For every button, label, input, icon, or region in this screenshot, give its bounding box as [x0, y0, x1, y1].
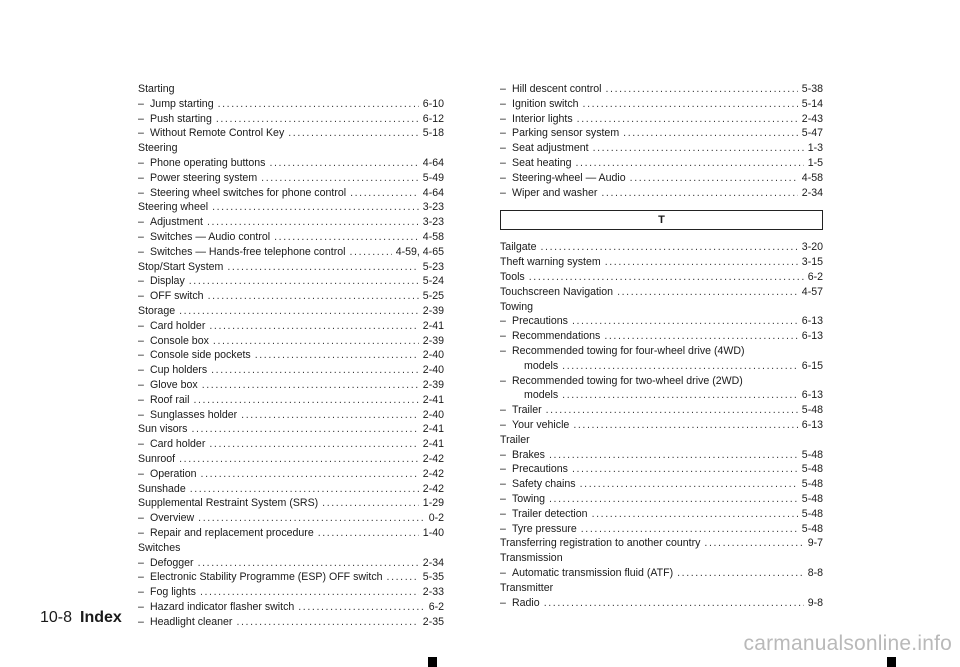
- dot-leader: [274, 230, 419, 245]
- entry-page-ref: 5-49: [422, 171, 444, 184]
- crop-mark-right: [887, 657, 896, 667]
- dot-leader: [227, 260, 418, 275]
- entry-label: – Overview: [150, 512, 195, 525]
- dot-leader: [255, 348, 419, 363]
- index-entry: [138, 97, 444, 112]
- dot-leader: [236, 615, 418, 630]
- page-footer: [40, 609, 122, 627]
- index-entry: [500, 255, 823, 270]
- entry-label: – Console side pockets: [150, 349, 251, 362]
- entry-page-ref: 5-48: [801, 448, 823, 461]
- entry-page-ref: 0-2: [428, 512, 444, 525]
- entry-page-ref: 2-34: [801, 186, 823, 199]
- dot-leader: [318, 526, 419, 541]
- entry-page-ref: 4-58: [422, 230, 444, 243]
- entry-label: Transmission: [500, 552, 563, 565]
- dot-leader: [193, 393, 418, 408]
- entry-page-ref: 1-5: [807, 156, 823, 169]
- dot-leader: [529, 270, 804, 285]
- entry-page-ref: 5-48: [801, 463, 823, 476]
- entry-label: – Repair and replacement procedure: [150, 526, 314, 539]
- index-entry: [138, 348, 444, 363]
- index-entry: [138, 215, 444, 230]
- dot-leader: [549, 492, 798, 507]
- index-entry: [500, 388, 823, 403]
- index-column-left: [138, 82, 444, 629]
- dot-leader: [601, 186, 797, 201]
- index-entry: [138, 334, 444, 349]
- entry-label: – Electronic Stability Programme (ESP) OFF switch: [150, 571, 383, 584]
- entry-page-ref: 2-41: [422, 423, 444, 436]
- entry-page-ref: 2-33: [422, 586, 444, 599]
- index-entry: [138, 156, 444, 171]
- entry-label: – Switches — Audio control: [150, 230, 271, 243]
- dot-leader: [541, 240, 798, 255]
- dot-leader: [573, 418, 797, 433]
- index-entry: [500, 126, 823, 141]
- entry-page-ref: 2-43: [801, 112, 823, 125]
- index-entry: [500, 566, 823, 581]
- entry-page-ref: 1-3: [807, 142, 823, 155]
- entry-label: Transmitter: [500, 581, 554, 594]
- entry-label: – Jump starting: [150, 97, 214, 110]
- index-entry: [500, 112, 823, 127]
- index-entry: [138, 437, 444, 452]
- entry-page-ref: 5-48: [801, 404, 823, 417]
- entry-label: – Push starting: [150, 112, 212, 125]
- entry-page-ref: 3-23: [422, 201, 444, 214]
- dot-leader: [198, 556, 419, 571]
- index-entry: [500, 141, 823, 156]
- entry-page-ref: 4-58: [801, 171, 823, 184]
- index-entry: [138, 319, 444, 334]
- crop-mark-left: [428, 657, 437, 667]
- index-entry: [138, 570, 444, 585]
- index-entry: [500, 270, 823, 285]
- index-entry: [138, 452, 444, 467]
- entry-label: – Recommendations: [512, 330, 601, 343]
- entry-label: – Steering wheel switches for phone control: [150, 186, 347, 199]
- dot-leader: [572, 462, 798, 477]
- entry-page-ref: 2-42: [422, 482, 444, 495]
- entry-label: – Headlight cleaner: [150, 615, 233, 628]
- index-entry: [138, 585, 444, 600]
- entry-label: – Cup holders: [150, 364, 208, 377]
- dot-leader: [261, 171, 419, 186]
- entry-label: – Power steering system: [150, 171, 258, 184]
- entry-label: – Phone operating buttons: [150, 156, 266, 169]
- index-subheading: [500, 374, 823, 389]
- dot-leader: [577, 112, 798, 127]
- entry-label: – Card holder: [150, 438, 206, 451]
- dot-leader: [350, 245, 392, 260]
- entry-label: – Steering-wheel — Audio: [512, 171, 626, 184]
- index-entry: [138, 615, 444, 630]
- entry-label: Switches: [138, 541, 181, 554]
- entry-label: – Interior lights: [512, 112, 573, 125]
- dot-leader: [201, 467, 419, 482]
- entry-page-ref: 2-39: [422, 334, 444, 347]
- entry-page-ref: 8-8: [807, 566, 823, 579]
- entry-page-ref: 2-39: [422, 304, 444, 317]
- index-heading: [138, 82, 444, 97]
- entry-label: Starting: [138, 83, 175, 95]
- dot-leader: [677, 566, 804, 581]
- entry-page-ref: 2-40: [422, 349, 444, 362]
- entry-label: Trailer: [500, 433, 530, 446]
- index-entry: [500, 536, 823, 551]
- index-entry: [138, 422, 444, 437]
- entry-label: – Roof rail: [150, 393, 190, 406]
- dot-leader: [269, 156, 418, 171]
- entry-page-ref: 5-14: [801, 97, 823, 110]
- entry-label: Theft warning system: [500, 256, 601, 269]
- dot-leader: [288, 126, 419, 141]
- footer-title: Index: [80, 609, 122, 626]
- entry-page-ref: 5-23: [422, 260, 444, 273]
- index-heading: [500, 300, 823, 315]
- entry-page-ref: 5-48: [801, 492, 823, 505]
- dot-leader: [209, 319, 418, 334]
- entry-label: Storage: [138, 304, 176, 317]
- dot-leader: [322, 496, 419, 511]
- entry-page-ref: 2-41: [422, 393, 444, 406]
- index-entry: [500, 522, 823, 537]
- index-entry: [500, 240, 823, 255]
- index-entry: [500, 97, 823, 112]
- dot-leader: [350, 186, 419, 201]
- entry-label: Touchscreen Navigation: [500, 285, 614, 298]
- entry-label: Recommended towing for four-wheel drive (4WD): [512, 344, 745, 357]
- page-number: 10-8: [40, 609, 73, 626]
- dot-leader: [211, 363, 419, 378]
- dot-leader: [572, 314, 798, 329]
- entry-label: – Your vehicle: [512, 418, 570, 431]
- dot-leader: [606, 82, 798, 97]
- entry-label: Supplemental Restraint System (SRS): [138, 497, 319, 510]
- entry-page-ref: 4-59, 4-65: [395, 245, 444, 258]
- index-entry: [500, 448, 823, 463]
- index-entry: [138, 556, 444, 571]
- index-entry: [138, 526, 444, 541]
- dot-leader: [218, 97, 419, 112]
- entry-page-ref: 5-48: [801, 522, 823, 535]
- dot-leader: [207, 215, 419, 230]
- dot-leader: [544, 596, 804, 611]
- index-entry: [138, 289, 444, 304]
- index-heading: [500, 433, 823, 448]
- entry-label: – Radio: [512, 596, 540, 609]
- entry-label: Steering wheel: [138, 201, 209, 214]
- index-heading: [500, 551, 823, 566]
- entry-page-ref: 6-13: [801, 315, 823, 328]
- entry-page-ref: 3-23: [422, 216, 444, 229]
- entry-label: – Hill descent control: [512, 83, 602, 95]
- entry-label: – OFF switch: [150, 290, 204, 303]
- index-entry: [500, 596, 823, 611]
- dot-leader: [209, 437, 418, 452]
- entry-page-ref: 4-57: [801, 285, 823, 298]
- entry-label: – Parking sensor system: [512, 127, 620, 140]
- dot-leader: [200, 585, 419, 600]
- dot-leader: [198, 511, 425, 526]
- entry-label: – Glove box: [150, 378, 198, 391]
- entry-label: – Hazard indicator flasher switch: [150, 600, 295, 613]
- entry-label: – Seat heating: [512, 156, 572, 169]
- entry-page-ref: 3-15: [801, 256, 823, 269]
- entry-label: Steering: [138, 142, 178, 155]
- index-heading: [138, 541, 444, 556]
- dot-leader: [580, 477, 798, 492]
- dot-leader: [704, 536, 803, 551]
- dot-leader: [593, 141, 804, 156]
- index-entry: [500, 285, 823, 300]
- index-column-right: [500, 82, 823, 610]
- dot-leader: [202, 378, 419, 393]
- dot-leader: [241, 408, 419, 423]
- dot-leader: [549, 448, 798, 463]
- entry-page-ref: 2-35: [422, 615, 444, 628]
- index-list-top: [500, 82, 823, 200]
- entry-page-ref: 1-29: [422, 497, 444, 510]
- entry-label: – Trailer detection: [512, 507, 588, 520]
- index-entry: [138, 363, 444, 378]
- index-list-bottom: [500, 240, 823, 610]
- index-entry: [138, 511, 444, 526]
- entry-page-ref: 2-40: [422, 408, 444, 421]
- entry-label: Stop/Start System: [138, 260, 224, 273]
- entry-page-ref: 9-7: [807, 537, 823, 550]
- index-entry: [500, 186, 823, 201]
- section-letter-t: T: [500, 210, 823, 230]
- entry-page-ref: 2-41: [422, 319, 444, 332]
- entry-label: – Precautions: [512, 315, 568, 328]
- entry-page-ref: 5-48: [801, 478, 823, 491]
- entry-page-ref: 6-2: [428, 600, 444, 613]
- dot-leader: [630, 171, 798, 186]
- entry-label: – Seat adjustment: [512, 142, 589, 155]
- entry-page-ref: 1-40: [422, 526, 444, 539]
- index-entry: [138, 378, 444, 393]
- dot-leader: [617, 285, 798, 300]
- dot-leader: [208, 289, 419, 304]
- entry-page-ref: 5-24: [422, 275, 444, 288]
- entry-page-ref: 6-13: [801, 330, 823, 343]
- entry-page-ref: 5-35: [422, 571, 444, 584]
- entry-page-ref: 2-40: [422, 364, 444, 377]
- index-entry: [500, 359, 823, 374]
- entry-label: – Display: [150, 275, 185, 288]
- dot-leader: [179, 304, 419, 319]
- entry-label: – Towing: [512, 492, 545, 505]
- entry-label: Transferring registration to another country: [500, 537, 701, 550]
- dot-leader: [604, 329, 797, 344]
- dot-leader: [212, 200, 419, 215]
- index-entry: [138, 467, 444, 482]
- index-entry: [138, 112, 444, 127]
- dot-leader: [191, 422, 418, 437]
- entry-label: Sun visors: [138, 423, 188, 436]
- entry-page-ref: 2-42: [422, 452, 444, 465]
- dot-leader: [581, 522, 798, 537]
- entry-page-ref: 4-64: [422, 156, 444, 169]
- index-entry: [138, 260, 444, 275]
- entry-page-ref: 4-64: [422, 186, 444, 199]
- index-entry: [138, 304, 444, 319]
- entry-label: – Precautions: [512, 463, 568, 476]
- entry-label: – Switches — Hands-free telephone control: [150, 245, 346, 258]
- entry-label: – Ignition switch: [512, 97, 579, 110]
- watermark: carmanualsonline.info: [743, 632, 952, 655]
- entry-page-ref: 5-47: [801, 127, 823, 140]
- index-entry: [500, 462, 823, 477]
- entry-page-ref: 5-25: [422, 290, 444, 303]
- dot-leader: [562, 359, 798, 374]
- dot-leader: [605, 255, 798, 270]
- entry-label: – Card holder: [150, 319, 206, 332]
- entry-page-ref: 3-20: [801, 241, 823, 254]
- entry-page-ref: 6-13: [801, 418, 823, 431]
- entry-label: – Automatic transmission fluid (ATF): [512, 566, 674, 579]
- entry-label: – Defogger: [150, 556, 194, 569]
- entry-label: – Adjustment: [150, 216, 203, 229]
- entry-label: Recommended towing for two-wheel drive (2WD): [512, 374, 743, 387]
- index-entry: [500, 492, 823, 507]
- index-entry: [138, 482, 444, 497]
- entry-page-ref: 6-12: [422, 112, 444, 125]
- index-heading: [138, 141, 444, 156]
- index-entry: [500, 171, 823, 186]
- index-entry: [500, 329, 823, 344]
- entry-label: models: [524, 359, 559, 372]
- dot-leader: [623, 126, 798, 141]
- index-entry: [138, 171, 444, 186]
- index-entry: [500, 477, 823, 492]
- index-entry: [500, 314, 823, 329]
- index-entry: [138, 496, 444, 511]
- entry-page-ref: 5-18: [422, 127, 444, 140]
- index-heading: [500, 581, 823, 596]
- entry-label: Tools: [500, 270, 525, 283]
- index-entry: [500, 82, 823, 97]
- entry-label: – Fog lights: [150, 586, 196, 599]
- dot-leader: [213, 334, 419, 349]
- index-entry: [138, 600, 444, 615]
- index-entry: [500, 156, 823, 171]
- entry-label: – Operation: [150, 467, 197, 480]
- entry-page-ref: 5-48: [801, 507, 823, 520]
- dot-leader: [216, 112, 419, 127]
- index-entry: [500, 418, 823, 433]
- index-entry: [138, 200, 444, 215]
- entry-label: Sunroof: [138, 452, 176, 465]
- entry-label: Tailgate: [500, 241, 537, 254]
- index-entry: [500, 403, 823, 418]
- entry-label: – Wiper and washer: [512, 186, 598, 199]
- entry-label: – Trailer: [512, 404, 542, 417]
- entry-label: – Sunglasses holder: [150, 408, 238, 421]
- index-subheading: [500, 344, 823, 359]
- index-entry: [138, 245, 444, 260]
- entry-page-ref: 5-38: [801, 83, 823, 95]
- entry-page-ref: 2-41: [422, 438, 444, 451]
- dot-leader: [546, 403, 798, 418]
- dot-leader: [189, 274, 419, 289]
- entry-page-ref: 6-10: [422, 97, 444, 110]
- dot-leader: [576, 156, 804, 171]
- index-entry: [138, 274, 444, 289]
- index-entry: [138, 126, 444, 141]
- entry-label: – Safety chains: [512, 478, 576, 491]
- entry-page-ref: 6-2: [807, 270, 823, 283]
- index-entry: [138, 230, 444, 245]
- entry-label: Sunshade: [138, 482, 186, 495]
- entry-label: models: [524, 389, 559, 402]
- dot-leader: [592, 507, 798, 522]
- index-entry: [138, 408, 444, 423]
- entry-page-ref: 2-42: [422, 467, 444, 480]
- index-entry: [138, 393, 444, 408]
- entry-label: – Tyre pressure: [512, 522, 577, 535]
- index-entry: [138, 186, 444, 201]
- dot-leader: [179, 452, 419, 467]
- entry-label: – Brakes: [512, 448, 545, 461]
- dot-leader: [562, 388, 798, 403]
- dot-leader: [298, 600, 424, 615]
- dot-leader: [583, 97, 798, 112]
- entry-label: Towing: [500, 300, 533, 313]
- entry-label: – Without Remote Control Key: [150, 127, 285, 140]
- index-entry: [500, 507, 823, 522]
- entry-page-ref: 2-34: [422, 556, 444, 569]
- entry-page-ref: 9-8: [807, 596, 823, 609]
- entry-page-ref: 6-15: [801, 359, 823, 372]
- dot-leader: [190, 482, 419, 497]
- dot-leader: [387, 570, 419, 585]
- entry-page-ref: 2-39: [422, 378, 444, 391]
- entry-label: – Console box: [150, 334, 209, 347]
- entry-page-ref: 6-13: [801, 389, 823, 402]
